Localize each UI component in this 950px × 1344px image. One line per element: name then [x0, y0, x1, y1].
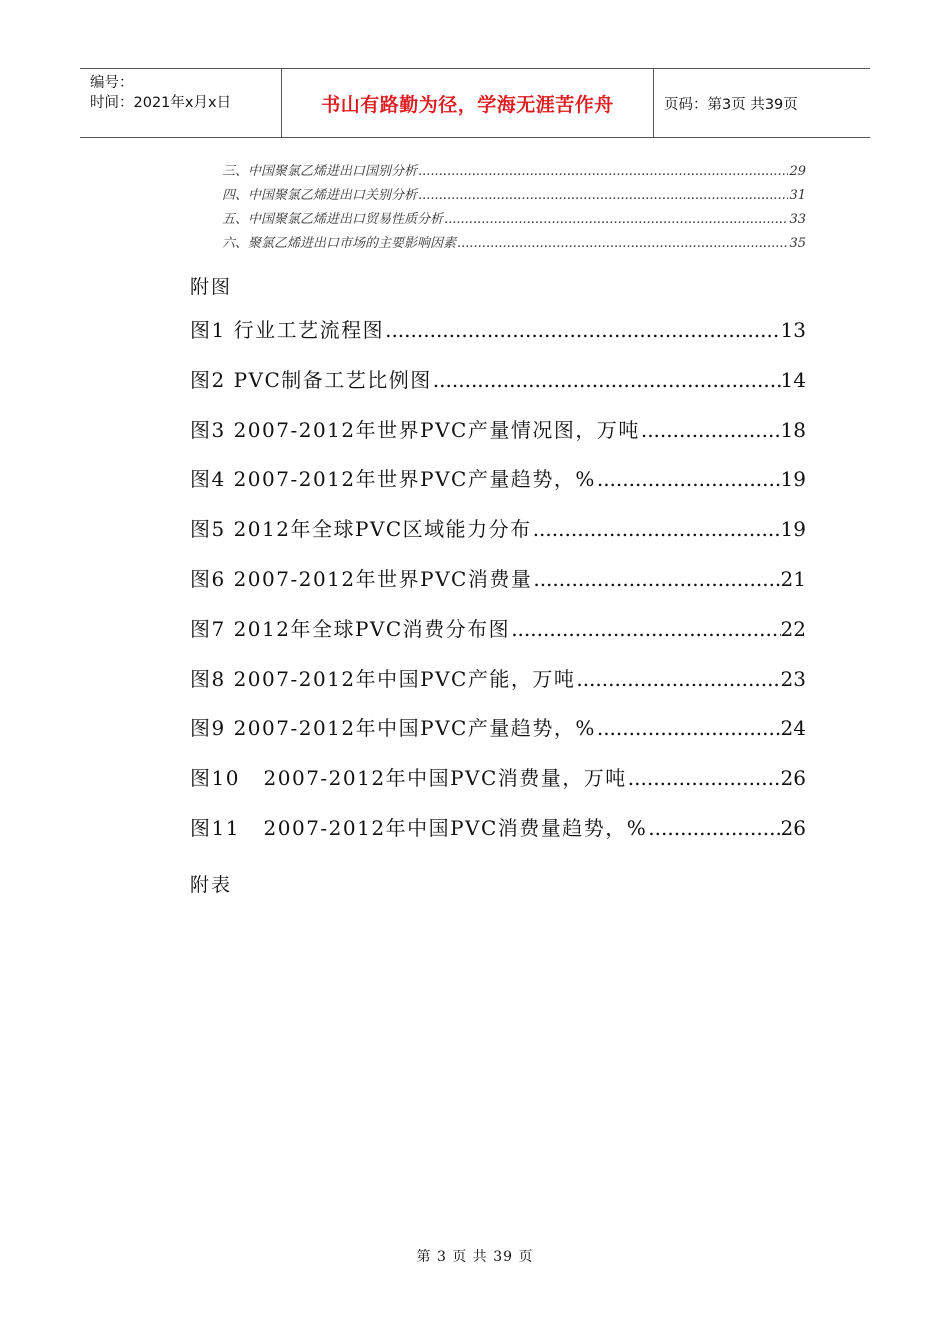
figure-entry[interactable]	[190, 314, 806, 364]
figure-entry[interactable]	[190, 563, 806, 613]
figure-entry-page: 23	[780, 666, 806, 691]
tables-heading: 附表	[190, 874, 233, 896]
figure-entry-label: 图8 2007-2012年中国PVC产能，万吨	[190, 666, 576, 691]
figure-entry-page: 24	[780, 716, 806, 741]
toc-entry-page: 35	[789, 236, 806, 251]
figures-heading: 附图	[190, 276, 233, 298]
toc-leader-dots	[418, 164, 788, 179]
figure-entry-page: 14	[780, 367, 806, 392]
figure-entry[interactable]	[190, 762, 806, 812]
figure-leader-dots	[576, 667, 780, 691]
toc-entry[interactable]	[222, 232, 806, 256]
figure-entry-label: 图4 2007-2012年世界PVC产量趋势，%	[190, 467, 596, 492]
toc-entry-page: 33	[789, 212, 806, 227]
figure-entry-label: 图11 2007-2012年中国PVC消费量趋势，%	[190, 815, 648, 840]
figure-leader-dots	[597, 467, 781, 491]
figure-entry[interactable]	[190, 414, 806, 464]
toc-leader-dots	[418, 188, 788, 203]
figure-leader-dots	[385, 318, 780, 342]
page-header	[80, 68, 870, 138]
header-page-info: 页码：第3页 共39页	[664, 96, 798, 113]
toc-entry[interactable]	[222, 208, 806, 232]
toc-entry-page: 31	[789, 188, 806, 203]
toc-entry[interactable]	[222, 160, 806, 184]
figure-entry-label: 图6 2007-2012年世界PVC消费量	[190, 566, 533, 591]
figure-list	[190, 314, 806, 862]
figure-leader-dots	[597, 716, 781, 740]
figure-entry[interactable]	[190, 712, 806, 762]
toc-entry-label: 三、中国聚氯乙烯进出口国别分析	[222, 164, 418, 179]
toc-entry-label: 六、聚氯乙烯进出口市场的主要影响因素	[222, 236, 457, 251]
figure-leader-dots	[641, 418, 781, 442]
figure-entry-page: 26	[780, 766, 806, 791]
figure-entry-page: 21	[780, 566, 806, 591]
toc-leader-dots	[444, 212, 788, 227]
figure-entry[interactable]	[190, 613, 806, 663]
figure-leader-dots	[533, 567, 780, 591]
figure-entry-label: 图10 2007-2012年中国PVC消费量，万吨	[190, 766, 627, 791]
figure-entry-page: 26	[780, 815, 806, 840]
figure-entry[interactable]	[190, 812, 806, 862]
figure-entry[interactable]	[190, 663, 806, 713]
figure-entry[interactable]	[190, 463, 806, 513]
header-motto: 书山有路勤为径，学海无涯苦作舟	[282, 69, 654, 137]
toc-chapter-list	[222, 160, 806, 256]
figure-entry-page: 19	[780, 467, 806, 492]
doc-number-label: 编号：	[90, 75, 134, 91]
figure-entry-page: 13	[780, 318, 806, 342]
figure-entry-page: 22	[780, 616, 806, 641]
toc-entry-label: 五、中国聚氯乙烯进出口贸易性质分析	[222, 212, 444, 227]
toc-leader-dots	[457, 236, 788, 251]
figure-leader-dots	[433, 368, 781, 392]
figure-entry-label: 图9 2007-2012年中国PVC产量趋势，%	[190, 716, 596, 741]
figure-leader-dots	[628, 766, 781, 790]
figure-entry-label: 图1 行业工艺流程图	[190, 318, 385, 342]
figure-entry-label: 图3 2007-2012年世界PVC产量情况图，万吨	[190, 417, 640, 442]
figure-entry[interactable]	[190, 513, 806, 563]
page-footer: 第 3 页 共 39 页	[416, 1249, 534, 1265]
figure-entry-label: 图7 2012年全球PVC消费分布图	[190, 616, 511, 641]
figure-entry-label: 图5 2012年全球PVC区域能力分布	[190, 517, 532, 542]
figure-leader-dots	[533, 517, 781, 541]
toc-entry-label: 四、中国聚氯乙烯进出口关别分析	[222, 188, 418, 203]
toc-entry-page: 29	[789, 164, 806, 179]
figure-entry-page: 19	[780, 517, 806, 542]
toc-entry[interactable]	[222, 184, 806, 208]
header-meta	[80, 69, 282, 137]
figure-leader-dots	[511, 617, 780, 641]
figure-entry[interactable]	[190, 364, 806, 414]
figure-leader-dots	[648, 816, 780, 840]
figure-entry-label: 图2 PVC制备工艺比例图	[190, 367, 432, 392]
time-label: 时间：2021年x月x日	[90, 95, 232, 111]
figure-entry-page: 18	[780, 417, 806, 442]
